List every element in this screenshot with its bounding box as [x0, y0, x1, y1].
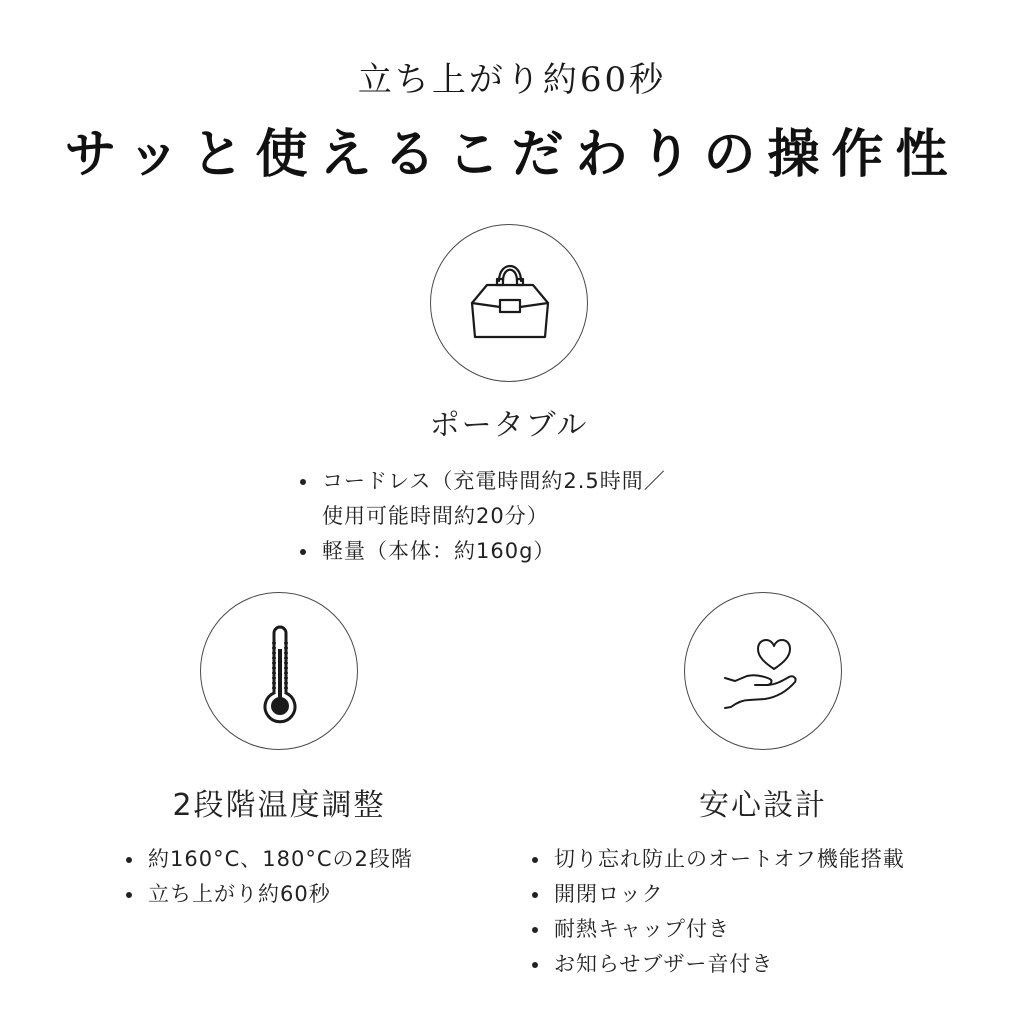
list-item: 耐熱キャップ付き: [530, 912, 905, 947]
list-item-line: コードレス（充電時間約2.5時間／: [322, 469, 666, 493]
list-item-line: 使用可能時間約20分）: [322, 504, 549, 528]
heart-in-hand-icon-circle: [684, 592, 842, 750]
handbag-icon-circle: [430, 224, 588, 382]
feature-title-temperature: 2段階温度調整: [172, 788, 386, 823]
list-item: [298, 534, 666, 569]
thermometer-icon-circle: [200, 592, 358, 750]
page-title: サッと使えるこだわりの操作性: [64, 124, 960, 185]
feature-title-portable: ポータブル: [429, 408, 589, 443]
list-item: お知らせブザー音付き: [530, 947, 905, 982]
list-item-line: 軽量（本体：約160g）: [322, 539, 556, 563]
list-item: 立ち上がり約60秒: [124, 877, 413, 912]
thermometer-icon: [201, 593, 359, 751]
list-item: 切り忘れ防止のオートオフ機能搭載: [530, 842, 905, 877]
feature-title-safety: 安心設計: [699, 788, 827, 823]
list-item: 開閉ロック: [530, 877, 905, 912]
handbag-icon: [431, 225, 589, 383]
list-item: 約160°C、180°Cの2段階: [124, 842, 413, 877]
heart-in-hand-icon: [685, 593, 843, 751]
portable-bullets: [298, 464, 666, 569]
temperature-bullets: [124, 842, 413, 912]
subtitle: 立ち上がり約60秒: [357, 60, 667, 100]
safety-bullets: [530, 842, 905, 982]
list-item: [298, 464, 666, 534]
